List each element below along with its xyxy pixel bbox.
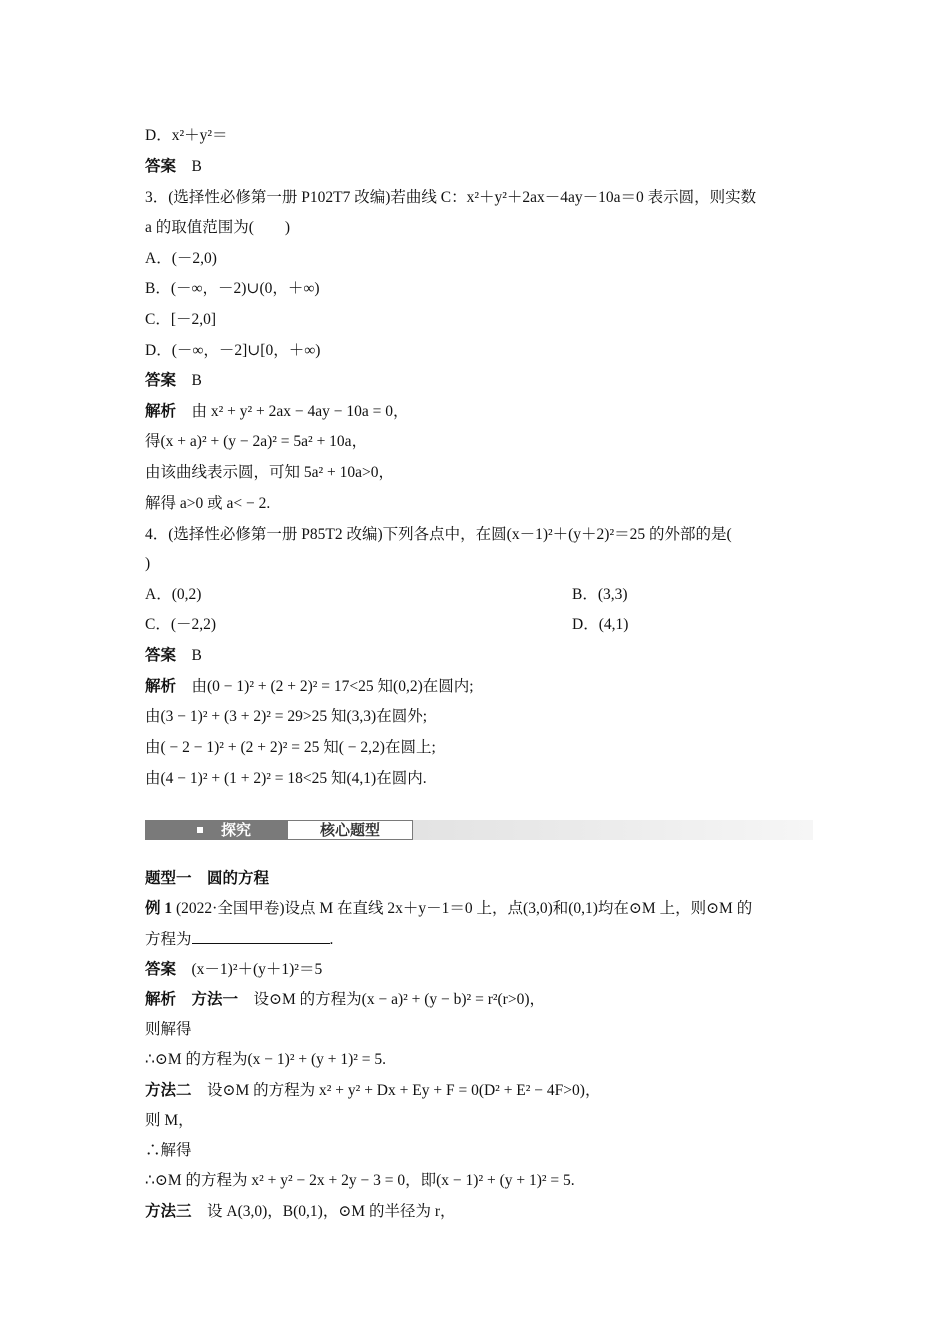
text-line-l17 <box>145 615 629 635</box>
line-text: 则解得 <box>145 1021 192 1038</box>
banner-right-label: 核心题型 <box>319 821 380 839</box>
bold-label: 答案 <box>145 647 177 664</box>
banner-square-icon <box>197 827 203 833</box>
line-text: 由(4 − 1)² + (1 + 2)² = 18<25 知(4,1)在圆内. <box>145 770 427 787</box>
line-text: B．(－∞，－2)∪(0，＋∞) <box>145 280 320 297</box>
line-text: 由 x² + y² + 2ax − 4ay − 10a = 0， <box>176 403 409 420</box>
text-line-l10 <box>145 402 409 422</box>
line-text: 解得 a>0 或 a< − 2. <box>145 495 271 512</box>
option-right-column: D．(4,1) <box>572 616 629 633</box>
line-text: 则 M， <box>145 1112 194 1129</box>
text-line-l28 <box>145 1020 192 1040</box>
bold-label: 解析 方法一 <box>145 991 239 1008</box>
text-line-l12 <box>145 463 394 483</box>
bold-label: 答案 <box>145 372 177 389</box>
text-line-l08 <box>145 341 320 361</box>
line-text: 由(3 − 1)² + (3 + 2)² = 29>25 知(3,3)在圆外; <box>145 708 428 725</box>
bold-label: 解析 <box>145 678 177 695</box>
text-line-l05 <box>145 249 217 269</box>
bold-label: 方法三 <box>145 1203 192 1220</box>
line-text: C．[－2,0] <box>145 311 217 328</box>
text-line-l25 <box>145 929 333 950</box>
bold-label: 解析 <box>145 403 177 420</box>
text-line-l02 <box>145 157 202 177</box>
line-text: 3．(选择性必修第一册 P102T7 改编)若曲线 C：x²＋y²＋2ax－4ay－10a＝0 表示圆，则实数 <box>145 189 757 206</box>
text-line-l32 <box>145 1141 192 1161</box>
text-line-l03 <box>145 188 756 208</box>
line-text: 方程为 <box>145 931 192 948</box>
line-text: B <box>176 158 202 175</box>
text-line-l15 <box>145 554 150 574</box>
line-text: (2022·全国甲卷)设点 M 在直线 2x＋y－1＝0 上，点(3,0)和(0,1)均在⊙M 上，则⊙M 的 <box>172 900 753 917</box>
text-line-l20 <box>145 707 427 727</box>
text-line-l29 <box>145 1050 386 1070</box>
answer-blank <box>192 929 330 944</box>
line-text: B <box>176 647 202 664</box>
line-text: ∴解得 <box>145 1142 192 1159</box>
text-line-l31 <box>145 1111 194 1131</box>
line-text: 设 A(3,0)，B(0,1)，⊙M 的半径为 r， <box>191 1203 456 1220</box>
line-text: ∴⊙M 的方程为 x² + y² − 2x + 2y − 3 = 0，即(x − 1)² + (y + 1)² = 5. <box>145 1172 575 1189</box>
text-line-l30 <box>145 1081 600 1101</box>
line-text: A．(0,2) <box>145 586 202 603</box>
text-line-l07 <box>145 310 216 330</box>
line-text: D．(－∞，－2]∪[0，＋∞) <box>145 342 321 359</box>
text-line-l16 <box>145 585 628 605</box>
banner-dark-block <box>145 820 287 840</box>
text-line-l13 <box>145 494 270 514</box>
line-text: 由(0 − 1)² + (2 + 2)² = 17<25 知(0,2)在圆内; <box>176 678 474 695</box>
text-line-l26 <box>145 960 322 980</box>
text-line-l18 <box>145 646 202 666</box>
line-text: a 的取值范围为( ) <box>145 219 291 236</box>
text-line-l09 <box>145 371 202 391</box>
line-text: B <box>176 372 202 389</box>
text-line-l14 <box>145 525 732 545</box>
line-text: 设⊙M 的方程为(x − a)² + (y − b)² = r²(r>0)， <box>238 991 545 1008</box>
bold-label: 答案 <box>145 961 177 978</box>
line-text: 4．(选择性必修第一册 P85T2 改编)下列各点中，在圆(x－1)²＋(y＋2)²＝25 的外部的是( <box>145 526 732 543</box>
bold-label: 题型一 圆的方程 <box>145 870 270 887</box>
text-line-l19 <box>145 677 474 697</box>
section-banner <box>145 818 813 842</box>
line-text: 设⊙M 的方程为 x² + y² + Dx + Ey + F = 0(D² + E² − 4F>0)， <box>191 1082 601 1099</box>
text-line-l33 <box>145 1171 575 1191</box>
line-text-after: . <box>329 931 334 948</box>
line-text: C．(－2,2) <box>145 616 217 633</box>
bold-label: 例 1 <box>145 900 173 917</box>
text-line-l06 <box>145 279 320 299</box>
bold-label: 方法二 <box>145 1082 192 1099</box>
text-line-l11 <box>145 432 367 452</box>
text-line-l21 <box>145 738 436 758</box>
text-line-l23 <box>145 869 269 889</box>
text-line-l04 <box>145 218 290 238</box>
line-text: ) <box>145 555 151 572</box>
line-text: A．(－2,0) <box>145 250 217 267</box>
text-line-l24 <box>145 899 752 919</box>
text-line-l22 <box>145 769 427 789</box>
line-text: 得(x + a)² + (y − 2a)² = 5a² + 10a， <box>145 433 368 450</box>
banner-left-label: 探究 <box>221 821 252 839</box>
text-line-l27 <box>145 990 545 1010</box>
line-text: 由该曲线表示圆，可知 5a² + 10a>0， <box>145 464 395 481</box>
line-text: 由( − 2 − 1)² + (2 + 2)² = 25 知( − 2,2)在圆上; <box>145 739 436 756</box>
line-text: (x－1)²＋(y＋1)²＝5 <box>176 961 323 978</box>
line-text: ∴⊙M 的方程为(x − 1)² + (y + 1)² = 5. <box>145 1051 387 1068</box>
text-line-l34 <box>145 1202 456 1222</box>
option-right-column: B．(3,3) <box>572 586 628 603</box>
line-text: D．x²＋y²＝ <box>145 127 228 144</box>
bold-label: 答案 <box>145 158 177 175</box>
text-line-l01 <box>145 126 228 146</box>
